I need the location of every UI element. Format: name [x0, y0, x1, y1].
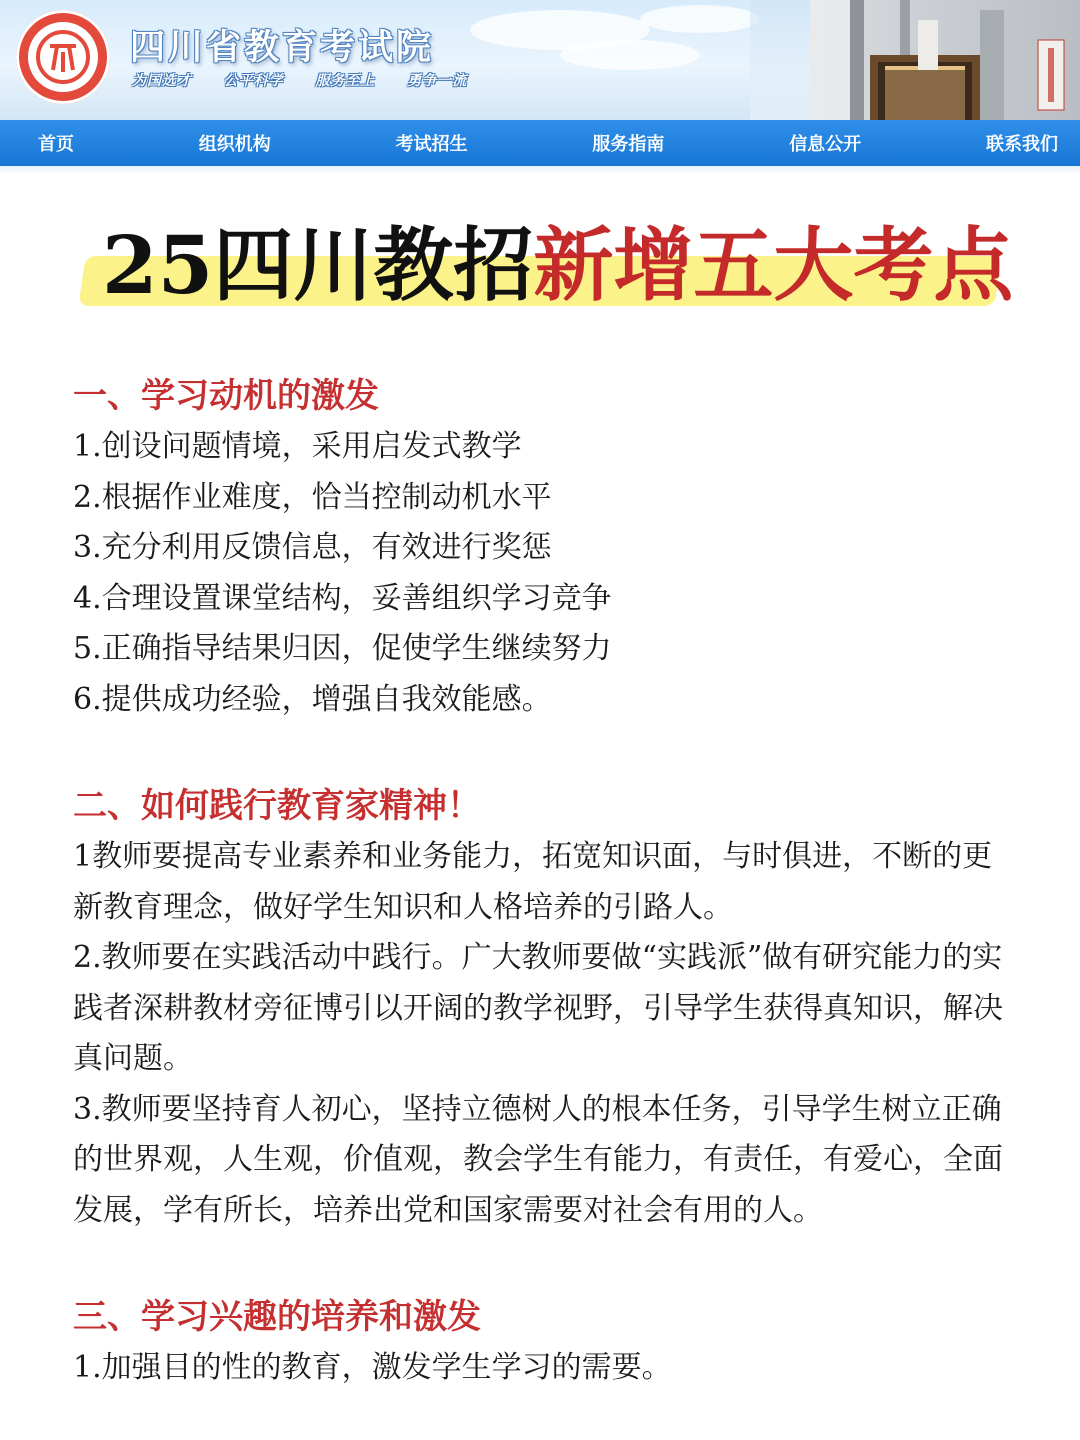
list-item: 2.根据作业难度，恰当控制动机水平	[73, 479, 552, 515]
site-header-banner	[0, 0, 1080, 120]
nav-item-contact[interactable]: 联系我们	[985, 134, 1058, 155]
section-title: 一、学习动机的激发	[73, 376, 379, 416]
page-title-accent: 新增五大考点	[533, 218, 1014, 312]
list-item: 3.教师要坚持育人初心，坚持立德树人的根本任务，引导学生树立正确的世界观，人生观，价值观，教会学生有能力，有责任，有爱心，全面发展，学有所长，培养出党和国家需要对社会有用的人。	[73, 1091, 1003, 1228]
seal-emblem-icon	[28, 22, 98, 92]
cloud-decoration	[560, 40, 700, 70]
nav-item-info-disclosure[interactable]: 信息公开	[789, 134, 862, 155]
section-learning-motivation	[73, 370, 1013, 725]
list-item: 1教师要提高专业素养和业务能力，拓宽知识面，与时俱进，不断的更新教育理念，做好学生知识和人格培养的引路人。	[73, 839, 993, 925]
site-slogan: 为国选才 公平科学 服务至上 勇争一流	[132, 73, 468, 89]
list-item: 5.正确指导结果归因，促使学生继续努力	[73, 631, 612, 666]
section-title: 三、学习兴趣的培养和激发	[73, 1297, 481, 1337]
nav-item-home[interactable]: 首页	[38, 134, 74, 155]
article-content	[73, 370, 1013, 1394]
nav-shadow-divider	[0, 166, 1080, 174]
main-nav-bar	[0, 120, 1080, 166]
nav-item-exams[interactable]: 考试招生	[395, 134, 468, 155]
page-title	[102, 220, 1013, 310]
list-item: 3.充分利用反馈信息，有效进行奖惩	[73, 530, 552, 565]
nav-item-organization[interactable]: 组织机构	[198, 134, 271, 155]
nav-item-service-guide[interactable]: 服务指南	[592, 134, 665, 155]
list-item: 1.加强目的性的教育，激发学生学习的需要。	[73, 1350, 672, 1385]
section-educator-spirit	[73, 780, 1013, 1236]
site-name: 四川省教育考试院	[130, 28, 435, 68]
page-title-prefix: 25四川教招	[102, 218, 534, 312]
list-item: 2.教师要在实践活动中践行。广大教师要做“实践派”做有研究能力的实践者深耕教材旁征博引以开阔的教学视野，引导学生获得真知识，解决真问题。	[73, 940, 1003, 1076]
list-item: 6.提供成功经验，增强自我效能感。	[73, 681, 552, 717]
headline-block	[82, 218, 1014, 320]
list-item: 1.创设问题情境，采用启发式教学	[73, 429, 522, 464]
building-photo-icon	[750, 0, 1080, 120]
list-item: 4.合理设置课堂结构，妥善组织学习竞争	[73, 580, 612, 616]
cloud-decoration	[640, 5, 760, 33]
section-title: 二、如何践行教育家精神！	[73, 786, 481, 826]
section-learning-interest	[73, 1291, 1013, 1394]
site-logo-seal[interactable]	[16, 10, 110, 104]
